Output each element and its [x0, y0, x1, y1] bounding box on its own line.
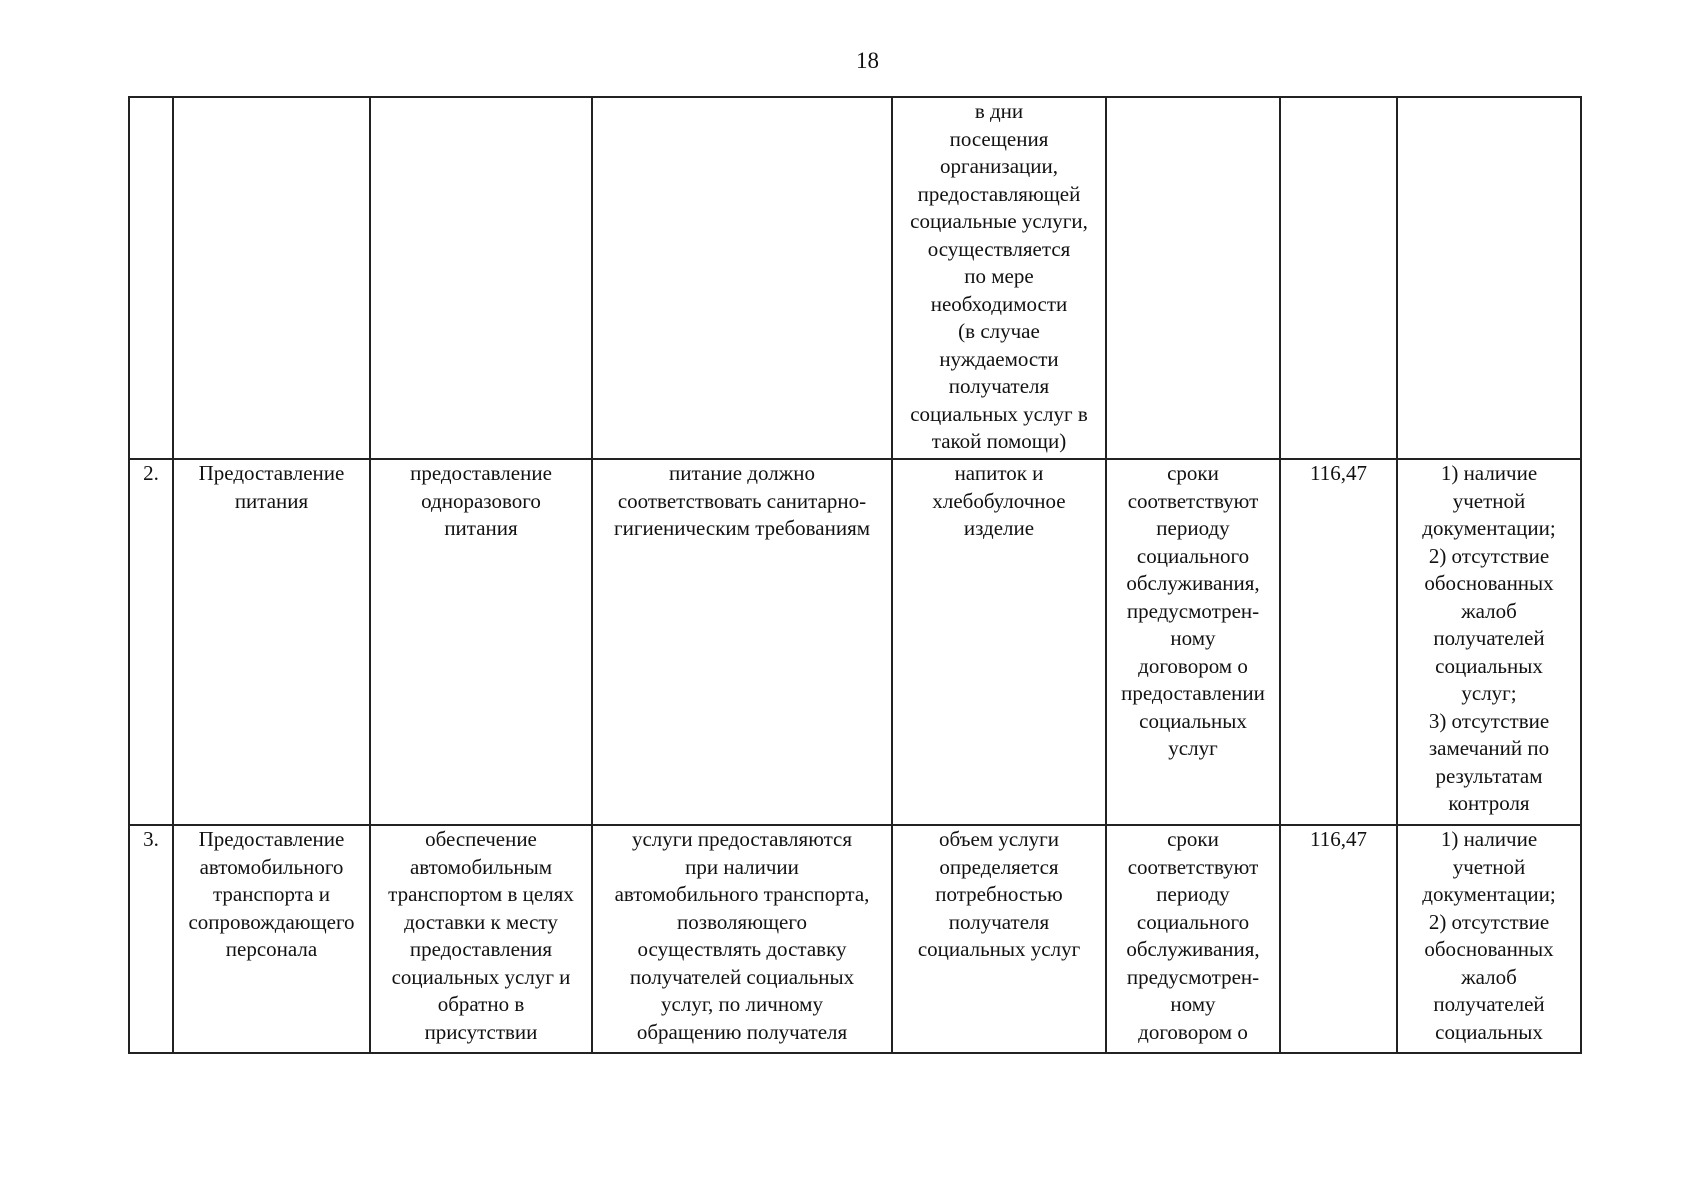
service-terms-cell	[1106, 97, 1280, 459]
service-price-cell: 116,47	[1280, 825, 1397, 1053]
service-terms-cell: сроки соответствуют периоду социального обслуживания, предусмотрен- ному договором о предоставлении социальных услуг	[1106, 459, 1280, 825]
service-description-cell: предоставление одноразового питания	[370, 459, 592, 825]
page-number: 18	[856, 48, 879, 73]
table-row	[129, 825, 1581, 1053]
service-name-cell	[173, 97, 370, 459]
service-conditions-cell: услуги предоставляются при наличии автомобильного транспорта, позволяющего осуществлять доставку получателей социальных услуг, по личному обращению получателя	[592, 825, 892, 1053]
service-criteria-cell: 1) наличие учетной документации; 2) отсутствие обоснованных жалоб получателей социальных	[1397, 825, 1581, 1053]
service-volume-cell: напиток и хлебобулочное изделие	[892, 459, 1106, 825]
services-table	[128, 96, 1582, 1054]
service-name-cell: Предоставление питания	[173, 459, 370, 825]
row-number-cell: 3.	[129, 825, 173, 1053]
service-criteria-cell: 1) наличие учетной документации; 2) отсутствие обоснованных жалоб получателей социальных услуг; 3) отсутствие замечаний по результатам контроля	[1397, 459, 1581, 825]
table-row	[129, 97, 1581, 459]
row-number-cell	[129, 97, 173, 459]
service-price-cell: 116,47	[1280, 459, 1397, 825]
service-criteria-cell	[1397, 97, 1581, 459]
service-description-cell	[370, 97, 592, 459]
row-number-cell: 2.	[129, 459, 173, 825]
service-volume-cell: объем услуги определяется потребностью получателя социальных услуг	[892, 825, 1106, 1053]
service-conditions-cell	[592, 97, 892, 459]
table-row	[129, 459, 1581, 825]
service-price-cell	[1280, 97, 1397, 459]
service-description-cell: обеспечение автомобильным транспортом в целях доставки к месту предоставления социальных услуг и обратно в присутствии	[370, 825, 592, 1053]
service-terms-cell: сроки соответствуют периоду социального обслуживания, предусмотрен- ному договором о	[1106, 825, 1280, 1053]
service-volume-cell: в дни посещения организации, предоставляющей социальные услуги, осуществляется по мере необходимости (в случае нуждаемости получателя социальных услуг в такой помощи)	[892, 97, 1106, 459]
service-name-cell: Предоставление автомобильного транспорта и сопровождающего персонала	[173, 825, 370, 1053]
service-conditions-cell: питание должно соответствовать санитарно- гигиеническим требованиям	[592, 459, 892, 825]
